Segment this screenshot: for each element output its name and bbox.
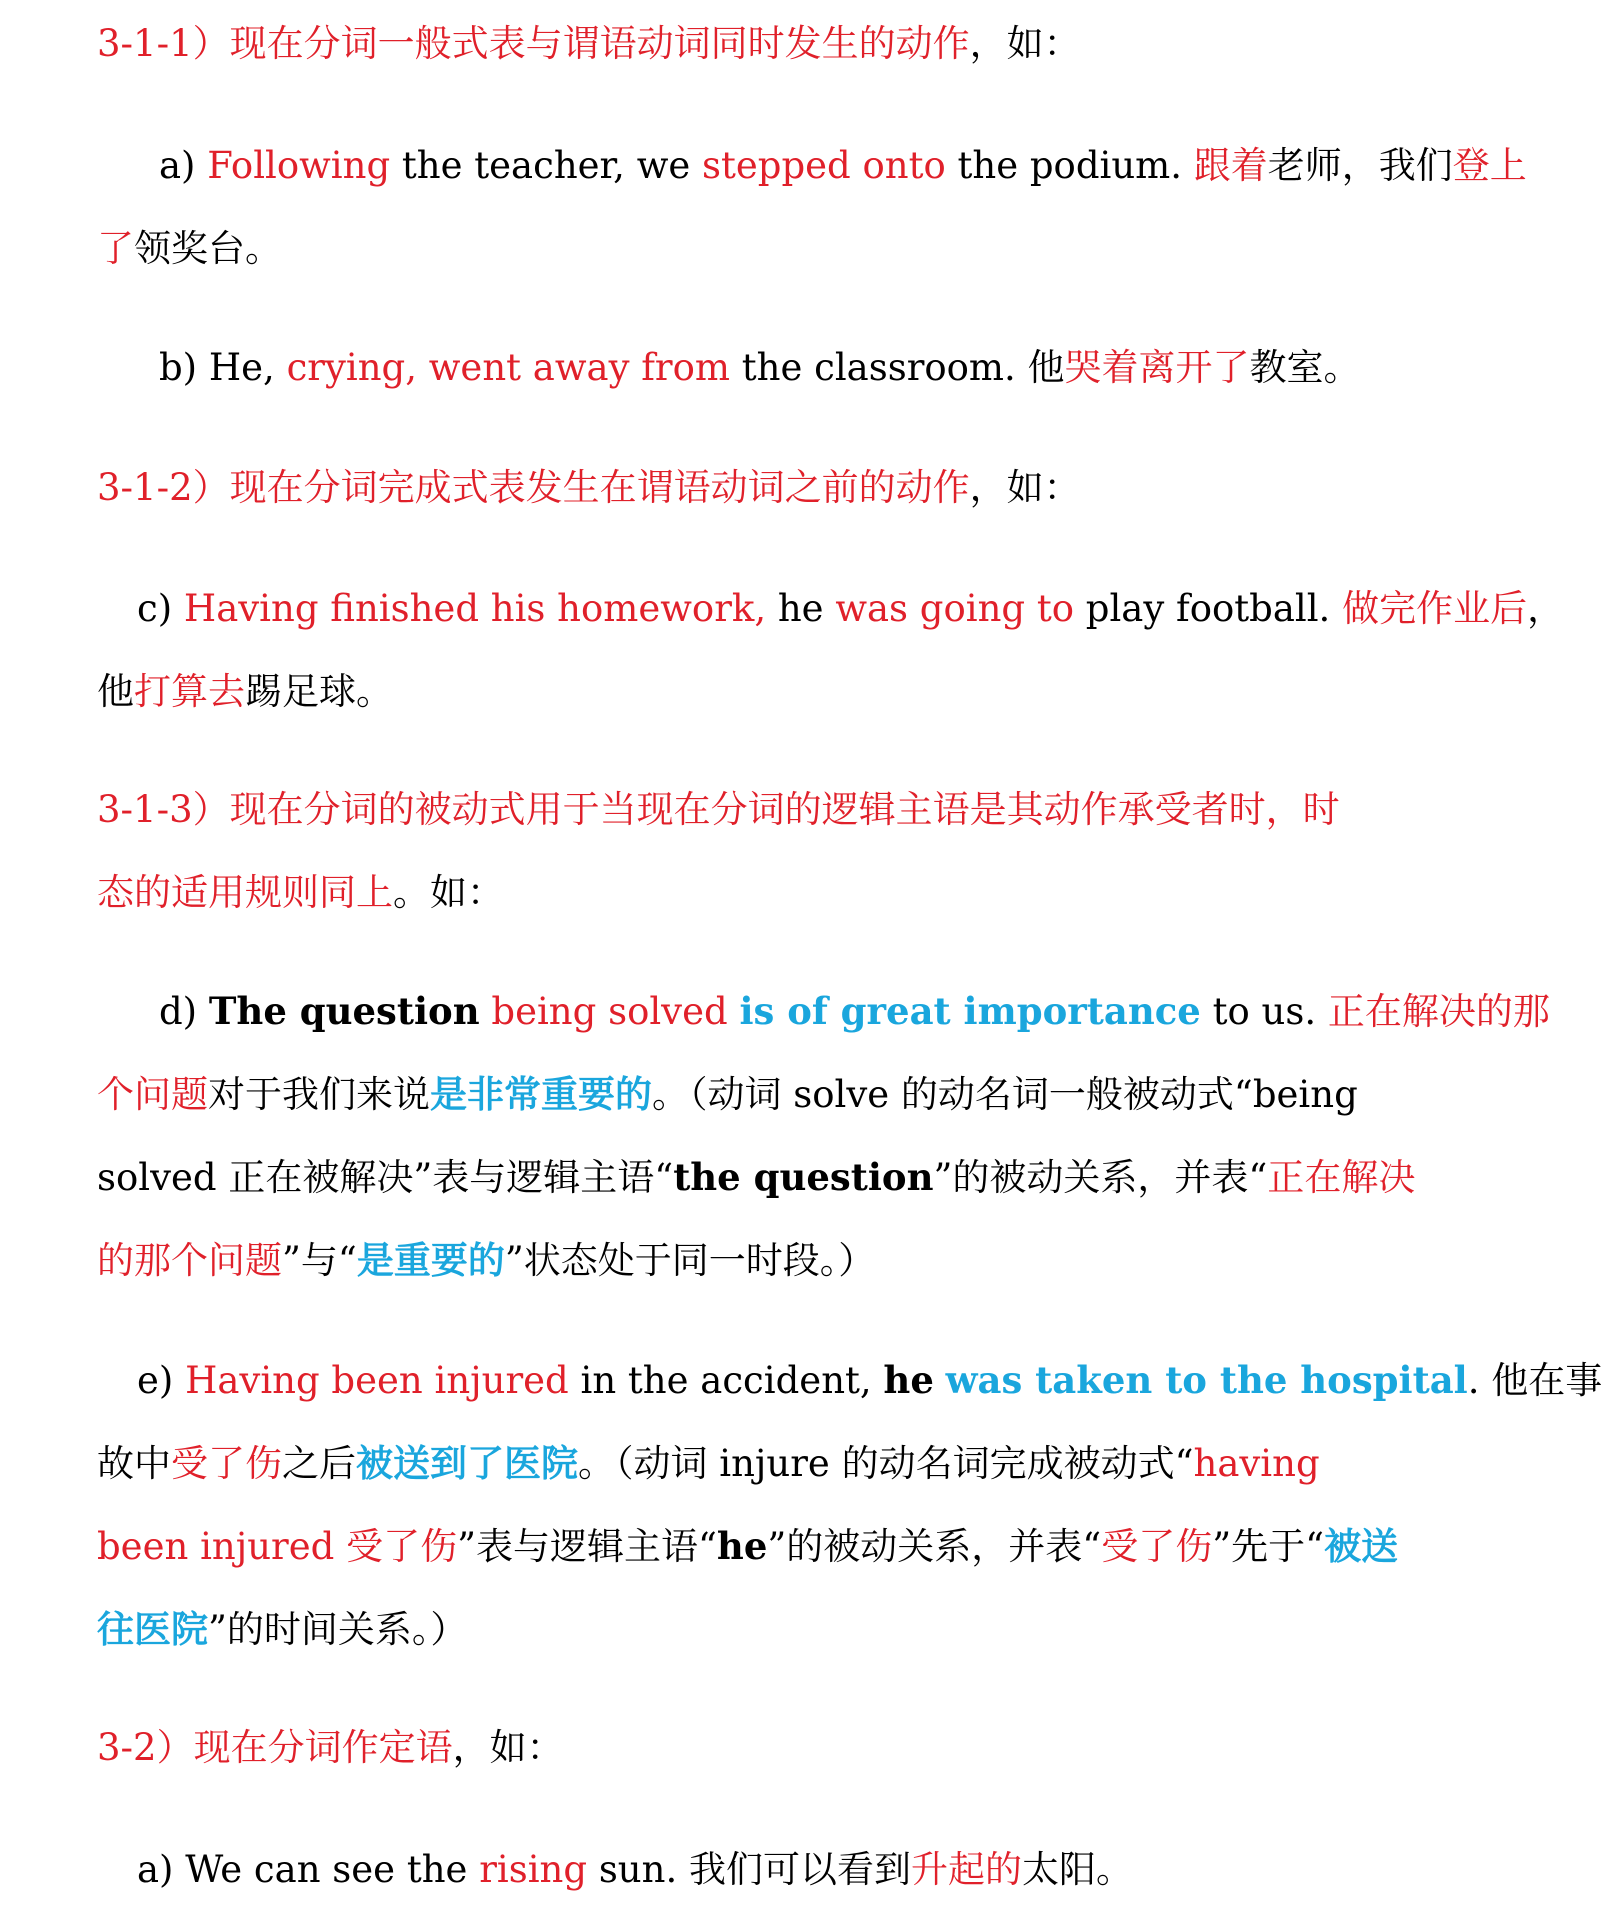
- participle-phrase: crying, went away from: [286, 346, 730, 389]
- explanation-text: ”表与逻辑主语“: [457, 1525, 717, 1568]
- heading-3-2: [97, 1706, 1507, 1789]
- example-a: [97, 124, 1527, 290]
- example-b: [97, 326, 1507, 409]
- plain-text: the teacher, we: [390, 144, 703, 187]
- verb-phrase: was going to: [835, 587, 1075, 630]
- explanation-predicate: 是重要的: [356, 1238, 505, 1282]
- translation-verb: 登上: [1452, 144, 1527, 187]
- translation-participle: 做完作业后: [1342, 587, 1528, 630]
- predicate-phrase: is of great importance: [739, 989, 1201, 1033]
- participle: Following: [207, 144, 391, 187]
- plain-text: in the accident,: [568, 1359, 884, 1402]
- example-label: a): [159, 144, 208, 187]
- translation-text: 领奖台。: [134, 227, 282, 270]
- translation-participle: 升起的: [911, 1848, 1022, 1891]
- participle-phrase: Having finished his homework,: [183, 587, 767, 630]
- plain-text: [480, 990, 492, 1033]
- example-c: [97, 567, 1565, 733]
- plain-text: to us.: [1200, 990, 1328, 1033]
- explanation-predicate: 被送: [1324, 1524, 1399, 1568]
- heading-text: 3-1-2）现在分词完成式表发生在谓语动词之前的动作: [97, 466, 970, 509]
- plain-text: the classroom. 他: [729, 346, 1065, 389]
- translation-text: 老师，我们: [1267, 144, 1453, 187]
- example-e: [97, 1339, 1602, 1671]
- verb-phrase: stepped onto: [702, 144, 946, 187]
- heading-3-1-1: [97, 2, 1507, 85]
- heading-tail: ，如：: [452, 1726, 564, 1769]
- explanation-text: ”的被动关系，并表“: [933, 1156, 1268, 1199]
- heading-3-1-3: [97, 768, 1507, 934]
- plain-text: he: [766, 587, 836, 630]
- explanation-participle: 受了伤: [1101, 1525, 1213, 1568]
- logical-subject: The question: [208, 989, 480, 1033]
- participle-phrase: Having been injured: [185, 1359, 569, 1402]
- participle-phrase: being solved: [491, 990, 728, 1033]
- explanation-text: ”先于“: [1212, 1525, 1325, 1568]
- explanation-subject: the question: [673, 1155, 934, 1199]
- translation-text: 故中: [97, 1442, 171, 1485]
- heading-text-cont: 态的适用规则同上: [97, 871, 393, 914]
- explanation-text: ”状态处于同一时段。）: [504, 1239, 876, 1282]
- translation-verb: 打算去: [134, 670, 245, 713]
- explanation-subject: he: [716, 1524, 768, 1568]
- example-label: c): [137, 587, 184, 630]
- translation-predicate: 是非常重要的: [430, 1072, 652, 1116]
- example-label: d): [159, 990, 209, 1033]
- explanation-participle: 的那个问题: [97, 1239, 282, 1282]
- translation-text: 对于我们来说: [208, 1073, 430, 1116]
- translation-text: . 他在事: [1467, 1359, 1602, 1402]
- translation-participle: 哭着离开了: [1064, 346, 1250, 389]
- example-text: a) We can see the: [137, 1848, 480, 1891]
- example-label: b) He,: [159, 346, 287, 389]
- translation-predicate: 被送到了医院: [356, 1441, 578, 1485]
- plain-text: [728, 990, 740, 1033]
- heading-text: 3-1-1）现在分词一般式表与谓语动词同时发生的动作: [97, 22, 970, 65]
- translation-participle: 跟着: [1193, 144, 1268, 187]
- translation-text: 教室。: [1249, 346, 1361, 389]
- heading-text: 3-1-3）现在分词的被动式用于当现在分词的逻辑主语是其动作承受者时，时: [97, 788, 1340, 831]
- explanation-text: 。（动词 injure 的动名词完成被动式“: [578, 1442, 1194, 1485]
- explanation-predicate: 往医院: [97, 1607, 208, 1651]
- example-d: [97, 970, 1550, 1302]
- translation-text: 踢足球。: [245, 670, 393, 713]
- explanation-text: ”的时间关系。）: [208, 1608, 468, 1651]
- participle: rising: [479, 1848, 588, 1891]
- translation-text: 太阳。: [1022, 1848, 1133, 1891]
- example-rising-sun: [97, 1828, 1507, 1911]
- heading-text: 3-2）现在分词作定语: [97, 1726, 453, 1769]
- predicate-phrase: was taken to the hospital: [945, 1358, 1468, 1402]
- explanation-text: solved 正在被解决”表与逻辑主语“: [97, 1156, 674, 1199]
- translation-participle: 受了伤: [171, 1442, 282, 1485]
- explanation-participle: having: [1193, 1442, 1320, 1485]
- explanation-text: ”与“: [282, 1239, 357, 1282]
- translation-verb: 了: [97, 227, 134, 270]
- plain-text: play football.: [1074, 587, 1343, 630]
- heading-tail: ，如：: [969, 22, 1081, 65]
- translation-text: 他: [97, 670, 134, 713]
- explanation-text: 。（动词 solve 的动名词一般被动式“being: [652, 1073, 1358, 1116]
- heading-3-1-2: [97, 446, 1507, 529]
- logical-subject: he: [883, 1358, 934, 1402]
- explanation-text: ”的被动关系，并表“: [767, 1525, 1102, 1568]
- translation-text: ，: [1527, 587, 1565, 630]
- explanation-participle: 正在解决: [1267, 1156, 1416, 1199]
- example-label: e): [137, 1359, 186, 1402]
- translation-participle: 正在解决的那: [1327, 990, 1550, 1033]
- translation-participle: 个问题: [97, 1073, 208, 1116]
- plain-text: sun. 我们可以看到: [587, 1848, 911, 1891]
- plain-text: the podium.: [945, 144, 1194, 187]
- heading-tail: 。如：: [393, 871, 504, 914]
- plain-text: [934, 1359, 946, 1402]
- translation-text: 之后: [282, 1442, 356, 1485]
- heading-tail: ，如：: [969, 466, 1081, 509]
- explanation-participle: been injured 受了伤: [97, 1525, 458, 1568]
